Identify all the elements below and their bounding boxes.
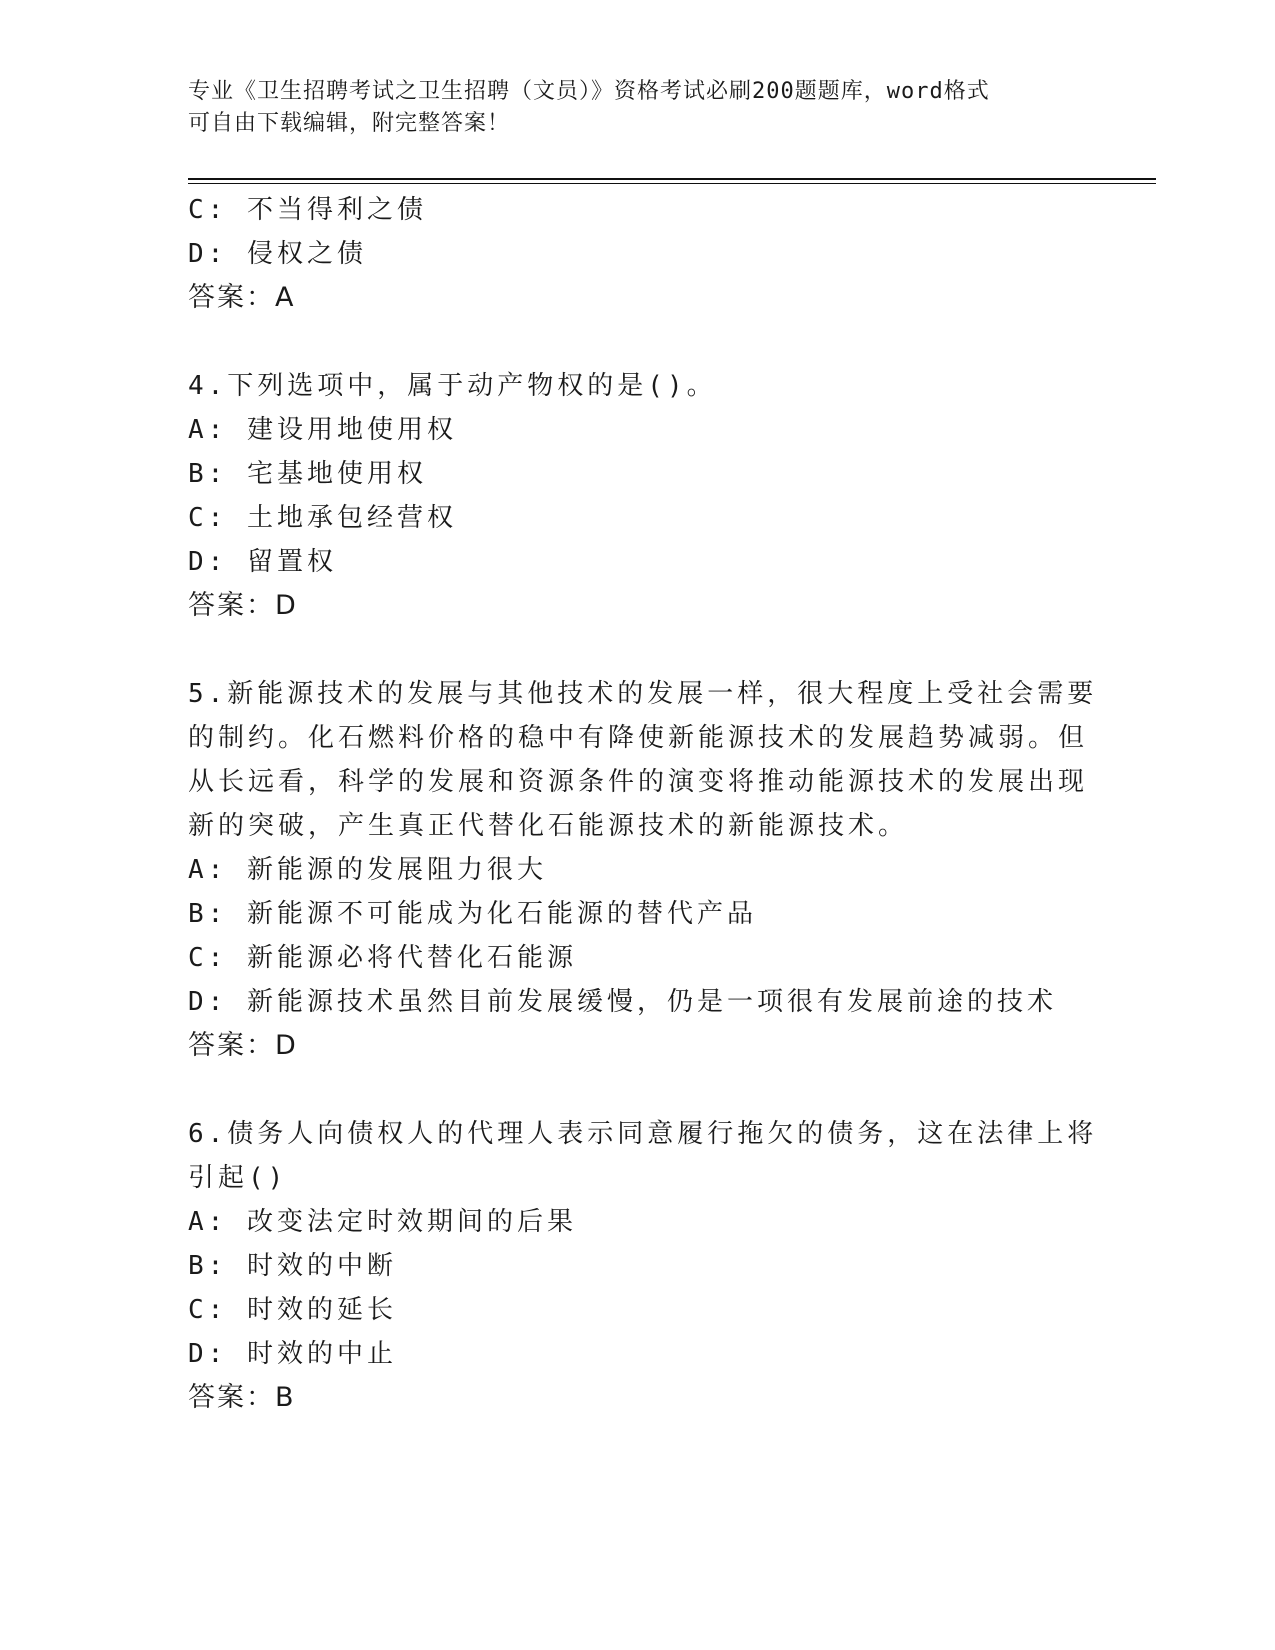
q4-option-a: A: 建设用地使用权 [188, 415, 457, 445]
header-line-1: 专业《卫生招聘考试之卫生招聘（文员）》资格考试必刷200题题库，word格式 [188, 79, 990, 104]
q5-answer: 答案：D [188, 1030, 298, 1061]
q6-option-d: D: 时效的中止 [188, 1339, 397, 1369]
header-rule-thin [188, 183, 1156, 184]
q6-stem-line-1: 6.债务人向债权人的代理人表示同意履行拖欠的债务，这在法律上将 [188, 1119, 1098, 1149]
q3-option-c: C: 不当得利之债 [188, 195, 427, 225]
header-line-2: 可自由下载编辑，附完整答案！ [188, 111, 511, 136]
q4-answer: 答案：D [188, 590, 298, 621]
q5-stem-line-2: 的制约。化石燃料价格的稳中有降使新能源技术的发展趋势减弱。但 [188, 723, 1089, 753]
q5-stem-line-3: 从长远看，科学的发展和资源条件的演变将推动能源技术的发展出现 [188, 767, 1089, 797]
q6-answer: 答案：B [188, 1382, 296, 1413]
q6-option-a: A: 改变法定时效期间的后果 [188, 1207, 577, 1237]
q5-option-b: B: 新能源不可能成为化石能源的替代产品 [188, 899, 757, 929]
q6-stem-line-2: 引起() [188, 1163, 288, 1193]
q5-stem-line-1: 5.新能源技术的发展与其他技术的发展一样，很大程度上受社会需要 [188, 679, 1098, 709]
q6-option-b: B: 时效的中断 [188, 1251, 397, 1281]
q5-option-c: C: 新能源必将代替化石能源 [188, 943, 577, 973]
page-header [188, 76, 1088, 140]
q4-stem: 4.下列选项中，属于动产物权的是()。 [188, 371, 717, 401]
q4-option-c: C: 土地承包经营权 [188, 503, 457, 533]
q5-stem-line-4: 新的突破，产生真正代替化石能源技术的新能源技术。 [188, 811, 909, 841]
q3-answer: 答案：A [188, 282, 296, 313]
q3-option-d: D: 侵权之债 [188, 239, 367, 269]
q4-option-d: D: 留置权 [188, 547, 337, 577]
q6-option-c: C: 时效的延长 [188, 1295, 397, 1325]
q4-option-b: B: 宅基地使用权 [188, 459, 427, 489]
q5-option-d: D: 新能源技术虽然目前发展缓慢，仍是一项很有发展前途的技术 [188, 987, 1057, 1017]
header-rule-thick [188, 178, 1156, 180]
q5-option-a: A: 新能源的发展阻力很大 [188, 855, 547, 885]
